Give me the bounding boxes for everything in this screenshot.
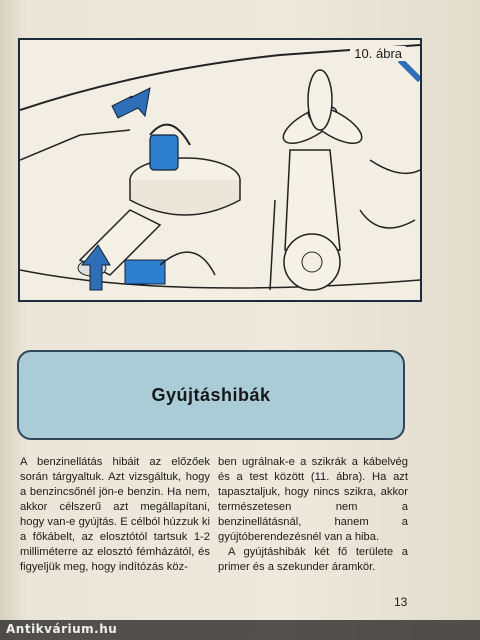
figure-label: 10. ábra bbox=[350, 46, 406, 61]
watermark-bar bbox=[0, 620, 480, 640]
paragraph: A gyújtáshibák két fő területe a primer és a szekunder áramkör. bbox=[218, 546, 408, 573]
paragraph: ben ugrálnak-e a szikrák a kábelvég és a test között (11. ábra). Ha azt tapasztaljuk, hogy nincs szikra, akkor természetesen nem a benzinellátásnál, hanem a gyújtóberendezésnél van a hiba. bbox=[218, 456, 408, 543]
fan bbox=[278, 70, 367, 150]
condenser-blue bbox=[125, 260, 165, 284]
paragraph: A benzinellátás hibáit az előzőek során tárgyaltuk. Azt vizsgáltuk, hogy a benzincsőnél jön-e benzin. Ha nem, akkor célszerű azt megállapítani, hogy van-e gyújtás. E célból húzzuk ki a főkábelt, az elosztótól tartsuk 1-2 milliméterre az elosztó fémházától, és figyeljük meg, hogy indítózás köz- bbox=[20, 456, 210, 573]
engine-drawing bbox=[20, 40, 420, 300]
watermark-text: Antikvárium.hu bbox=[6, 622, 118, 636]
engine-illustration bbox=[18, 38, 422, 302]
coil-cap bbox=[150, 135, 178, 170]
section-title: Gyújtáshibák bbox=[151, 384, 271, 405]
text-column-right bbox=[218, 455, 408, 575]
page-number: 13 bbox=[394, 595, 408, 609]
arrow-top bbox=[112, 88, 150, 118]
section-heading-box bbox=[17, 350, 405, 440]
text-column-left bbox=[20, 455, 210, 575]
